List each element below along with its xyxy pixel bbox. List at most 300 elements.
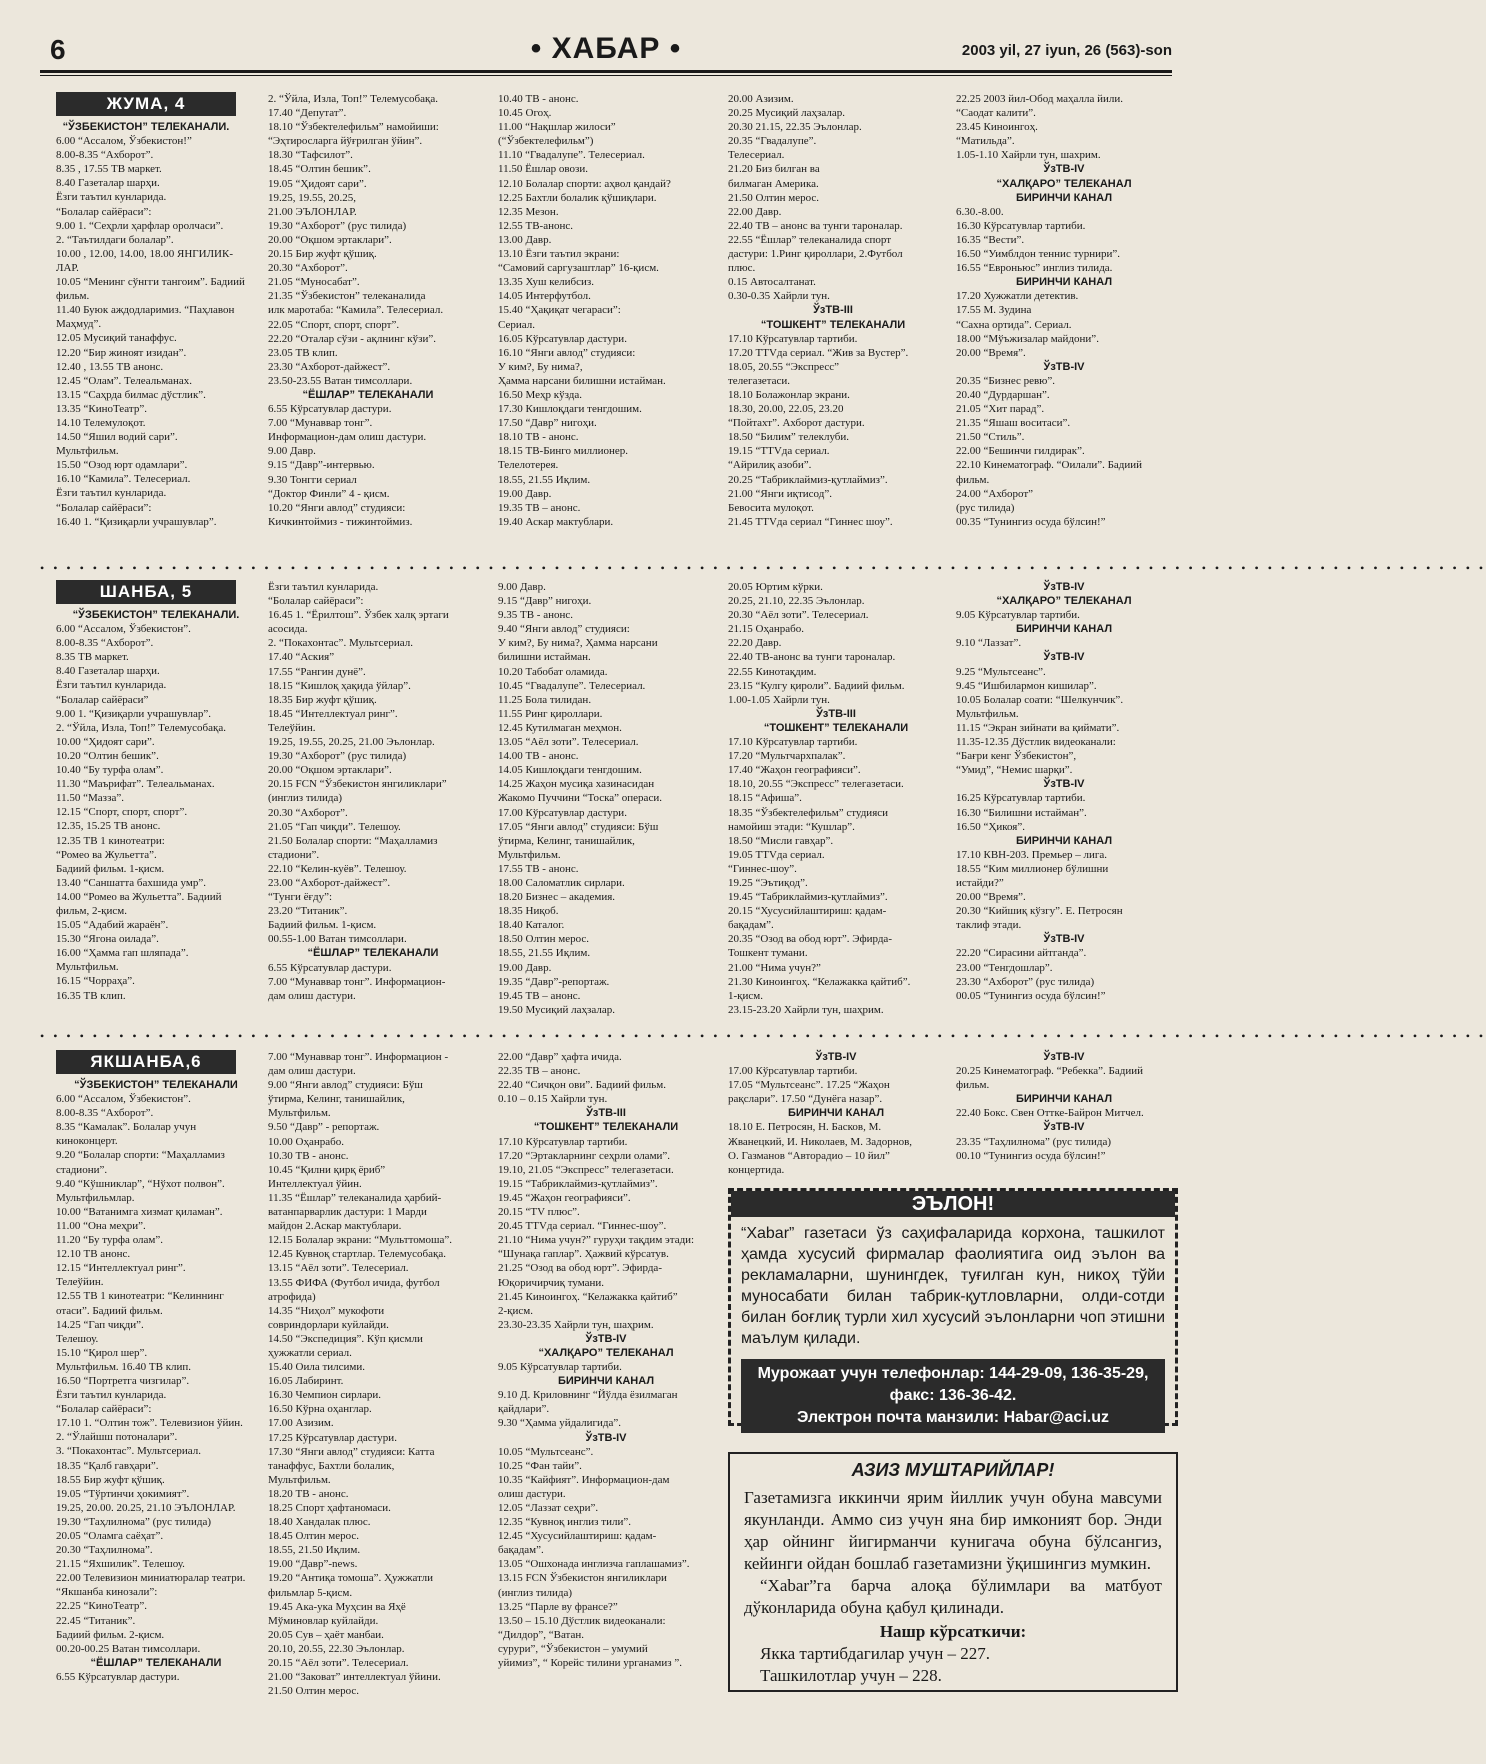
schedule-line: бақадам”.: [498, 1544, 544, 1557]
schedule-line: 20.25 “Табриклаймиз-қутлаймиз”.: [728, 473, 888, 486]
schedule-line: 19.05 ТТVда сериал.: [728, 848, 825, 861]
schedule-line: 14.00 “Ромео ва Жульетта”. Бадиий: [56, 890, 222, 903]
schedule-line: фильм, 2-қисм.: [56, 904, 127, 917]
schedule-line: 16.50 “Ҳикоя”.: [956, 820, 1025, 833]
schedule-line: Мультфильм.: [268, 1473, 331, 1486]
schedule-line: Сериал.: [498, 318, 535, 331]
schedule-line: 18.05, 20.55 “Экспресс”: [728, 360, 840, 373]
schedule-line: 22.10 Кинематограф. “Оилали”. Бадиий: [956, 459, 1143, 472]
schedule-line: телегазетаси.: [728, 374, 791, 387]
channel-heading: “ТОШКЕНТ” ТЕЛЕКАНАЛИ: [760, 318, 906, 331]
schedule-line: 21.10 “Нима учун?” гуруҳи тақдим этади:: [498, 1234, 695, 1247]
schedule-line: майдон 2.Аскар мактублари.: [268, 1220, 402, 1233]
schedule-line: 13.15 “Аёл зоти”. Телесериал.: [268, 1262, 409, 1275]
schedule-line: 00.55-1.00 Ватан тимсоллари.: [268, 933, 407, 946]
schedule-line: 13.05 “Аёл зоти”. Телесериал.: [498, 736, 639, 749]
schedule-line: ватанпарварлик дастури: 1 Марди: [268, 1206, 427, 1219]
announcement-box: [728, 1188, 1178, 1426]
schedule-line: 16.00 “Ҳамма гап шляпада”.: [56, 947, 189, 960]
schedule-line: “Дилдор”, “Ватан.: [498, 1628, 585, 1641]
schedule-line: 17.40 “Депутат”.: [268, 107, 347, 120]
schedule-line: 18.35 “Ўзбектелефильм” студияси: [728, 806, 889, 819]
schedule-line: 10.25 “Фан тайи”.: [498, 1459, 582, 1472]
schedule-line: 6.00 “Ассалом, Ўзбекистон!”: [56, 135, 192, 148]
schedule-line: Ёзги таътил кунларида.: [56, 1389, 167, 1402]
schedule-line: 11.15 “Экран зийнати ва қиймати”.: [956, 721, 1120, 734]
schedule-line: 21.45 ТТVда сериал “Гиннес шоу”.: [728, 515, 893, 528]
day-title-saturday: ШАНБА, 5: [56, 580, 236, 604]
schedule-line: 21.50 Болалар спорти: “Маҳалламиз: [268, 834, 438, 847]
schedule-line: 0.15 Автосалтанат.: [728, 276, 816, 289]
schedule-line: 12.40 , 13.55 ТВ анонс.: [56, 360, 164, 373]
channel-heading: ЎзТВ-III: [816, 707, 856, 720]
schedule-line: билмаган Америка.: [728, 177, 819, 190]
channel-heading: “ТОШКЕНТ” ТЕЛЕКАНАЛИ: [763, 721, 909, 734]
friday-col-3-lines: [498, 92, 698, 529]
schedule-line: 19.45 “Жаҳон географияси”.: [498, 1191, 631, 1204]
schedule-line: 9.30 Тонгги сериал: [268, 473, 357, 486]
schedule-line: 2. “Таътилдаги болалар”.: [56, 233, 174, 246]
schedule-line: 22.40 ТВ-анонс ва тунги тароналар.: [728, 651, 896, 664]
schedule-line: Ёзги таътил кунларида.: [268, 581, 379, 593]
schedule-line: 12.35 “Кувноқ инглиз тили”.: [498, 1516, 631, 1529]
schedule-line: 18.55, 21.50 Иқлим.: [268, 1544, 361, 1557]
schedule-line: 18.45 “Олтин бешик”.: [268, 163, 371, 176]
schedule-line: 11.30 “Маърифат”. Телеальманах.: [56, 778, 215, 791]
schedule-line: 16.35 ТВ клип.: [56, 989, 126, 1002]
schedule-line: 11.55 Ринг қироллари.: [498, 707, 603, 720]
schedule-line: атрофида): [268, 1290, 316, 1303]
schedule-line: 0.30-0.35 Хайрли тун.: [728, 290, 830, 303]
schedule-line: 16.30 “Билишни истайман”.: [956, 806, 1087, 819]
schedule-line: 13.05 “Ошхонада инглизча гаплашамиз”.: [498, 1558, 690, 1571]
schedule-line: 21.50 Олтин мерос.: [728, 191, 820, 204]
saturday-col-2: [268, 580, 478, 1030]
schedule-line: 10.00 , 12.00, 14.00, 18.00 ЯНГИЛИК-: [56, 247, 233, 260]
schedule-line: ўтирма, Келинг, танишайлик,: [498, 834, 635, 847]
schedule-line: 22.55 “Ёшлар” телеканалида спорт: [728, 233, 892, 246]
schedule-line: “Матильда”.: [956, 135, 1015, 148]
schedule-line: 9.00 1. “Сеҳрли ҳарфлар оролчаси”.: [56, 219, 224, 232]
schedule-line: 12.15 “Спорт, спорт, спорт”.: [56, 806, 188, 819]
schedule-line: 18.00 Саломатлик сирлари.: [498, 876, 625, 889]
schedule-line: 20.15 FCN “Ўзбекистон янгиликлари”: [268, 778, 447, 791]
schedule-line: 19.25, 19.55, 20.25,: [268, 191, 356, 204]
schedule-line: “Болалар сайёраси”:: [56, 501, 152, 514]
schedule-line: 14.05 Кишлоқдаги тенгдошим.: [498, 764, 642, 777]
schedule-line: 1.05-1.10 Хайрли тун, шахрим.: [956, 149, 1101, 162]
schedule-line: 18.10 Болажонлар экрани.: [728, 388, 850, 401]
schedule-line: 16.25 Кўрсатувлар тартиби.: [956, 792, 1086, 805]
schedule-line: 23.20 “Титаник”.: [268, 905, 348, 918]
schedule-line: 22.25 “КиноТеатр”.: [56, 1600, 147, 1613]
day-title-sunday: ЯКШАНБА,6: [56, 1050, 236, 1074]
schedule-line: (“Ўзбектелефильм”): [498, 135, 594, 148]
schedule-line: 1-қисм.: [728, 989, 763, 1002]
schedule-line: Телелотерея.: [498, 459, 559, 472]
schedule-line: 18.15 ТВ-Бинго миллионер.: [498, 445, 629, 458]
schedule-line: 17.20 “Мультчархпалак”.: [728, 750, 846, 763]
channel-heading: “ХАЛҚАРО” ТЕЛЕКАНАЛ: [538, 1346, 674, 1359]
channel-heading: “ЁШЛАР” ТЕЛЕКАНАЛИ: [307, 947, 439, 960]
schedule-line: 23.00 “Ахборот-дайжест”.: [268, 876, 391, 889]
schedule-line: “Сахна ортида”. Сериал.: [956, 318, 1072, 331]
schedule-line: 11.00 “Она меҳри”.: [56, 1219, 146, 1232]
schedule-line: Ёзги таътил кунларида.: [56, 487, 167, 500]
schedule-line: 17.30 “Янги авлод” студияси: Катта: [268, 1445, 435, 1458]
schedule-line: 21.15 Оҳанрабо.: [728, 623, 804, 636]
schedule-line: 6.55 Кўрсатувлар дастури.: [268, 403, 392, 416]
schedule-line: 12.10 ТВ анонс.: [56, 1248, 131, 1261]
schedule-line: 17.55 ТВ - анонс.: [498, 862, 579, 875]
schedule-line: 11.40 Буюк аждодларимиз. “Паҳлавон: [56, 304, 235, 317]
schedule-line: 12.05 “Лаззат сеҳри”.: [498, 1502, 599, 1514]
sunday-col-1-lines: [56, 1078, 256, 1684]
saturday-col-1: [56, 580, 256, 1030]
saturday-col-5-lines: [956, 580, 1172, 1003]
channel-heading: ЎзТВ-IV: [1043, 581, 1085, 593]
schedule-line: 22.20 “Оталар сўзи - ақлнинг кўзи”.: [268, 332, 436, 345]
schedule-line: 10.05 Болалар соати: “Шелкунчик”.: [956, 693, 1124, 706]
schedule-line: 10.30 ТВ - анонс.: [268, 1149, 349, 1162]
schedule-line: 20.35 “Бизнес ревю”.: [956, 374, 1056, 387]
schedule-line: (рус тилида): [956, 501, 1015, 514]
channel-heading: “ТОШКЕНТ” ТЕЛЕКАНАЛИ: [533, 1121, 679, 1134]
schedule-line: 11.20 “Бу турфа олам”.: [56, 1234, 164, 1247]
schedule-line: 20.35 “Гвадалупе”.: [728, 135, 817, 148]
schedule-line: 22.35 ТВ – анонс.: [498, 1065, 581, 1078]
schedule-line: 18.50 Олтин мерос.: [498, 933, 590, 946]
channel-heading: ЎзТВ-IV: [585, 1332, 627, 1345]
schedule-line: 18.35 Ниқоб.: [498, 905, 559, 918]
schedule-line: “Эҳтиросларга йўғрилган ўйин”.: [268, 135, 423, 148]
schedule-line: 14.35 “Ниҳол” мукофоти: [268, 1304, 385, 1317]
channel-heading: ЎзТВ-IV: [1043, 360, 1085, 373]
schedule-line: “Самовий саргузаштлар” 16-қисм.: [498, 262, 659, 275]
schedule-line: 15.40 Оила тилсими.: [268, 1361, 366, 1374]
schedule-line: 16.05 Кўрсатувлар дастури.: [498, 332, 627, 345]
schedule-line: 20.25 Мусиқий лаҳзалар.: [728, 107, 845, 120]
subscribers-title: АЗИЗ МУШТАРИЙЛАР!: [851, 1460, 1055, 1480]
schedule-line: 23.30-23.35 Хайрли тун, шаҳрим.: [498, 1318, 654, 1331]
schedule-line: 20.30 “Кийшиқ кўзгу”. Е. Петросян: [956, 905, 1123, 918]
schedule-line: 18.10 “Ўзбектелефильм” намойиши:: [268, 121, 439, 134]
schedule-line: билишни истайман.: [498, 651, 591, 664]
schedule-line: 13.25 “Парле ву франсе?”: [498, 1600, 618, 1613]
schedule-line: Мультфильм.: [56, 961, 119, 974]
schedule-line: 9.00 Давр.: [498, 581, 546, 593]
schedule-line: 18.30, 20.00, 22.05, 23.20: [728, 403, 844, 416]
schedule-line: дам олиш дастури.: [268, 989, 356, 1002]
schedule-line: 23.15-23.20 Хайрли тун, шаҳрим.: [728, 1003, 884, 1016]
schedule-line: 21.35 “Ўзбекистон” телеканалида: [268, 290, 426, 303]
schedule-line: “Бағри кенг Ўзбекистон”,: [956, 750, 1077, 763]
schedule-line: 19.00 Давр.: [498, 487, 552, 500]
schedule-line: 12.10 Болалар спорти: аҳвол қандай?: [498, 177, 671, 190]
schedule-line: “Пойтахт”. Ахборот дастури.: [728, 417, 865, 430]
schedule-line: 19.20 “Антиқа томоша”. Ҳужжатли: [268, 1572, 434, 1585]
schedule-line: ЛАР.: [56, 261, 79, 274]
schedule-line: 22.40 Бокс. Свен Оттке-Байрон Митчел.: [956, 1107, 1144, 1120]
schedule-line: 18.25 Спорт ҳафтаномаси.: [268, 1502, 391, 1514]
friday-col-1: [56, 92, 245, 558]
schedule-line: Тошкент тумани.: [728, 947, 808, 960]
schedule-line: Интеллектуал ўйин.: [268, 1177, 362, 1190]
schedule-line: Юқоричирчиқ тумани.: [498, 1276, 605, 1289]
schedule-line: бақадам”.: [728, 919, 774, 932]
schedule-line: 24.00 “Ахборот”: [956, 487, 1034, 500]
schedule-line: 17.55 М. Зудина: [956, 304, 1032, 317]
schedule-line: 11.25 Бола тилидан.: [498, 693, 592, 706]
schedule-line: Бадиий фильм. 1-қисм.: [268, 919, 377, 932]
schedule-line: 8.35 “Камалак”. Болалар учун: [56, 1121, 197, 1134]
schedule-line: Кичкинтоймиз - тижинтоймиз.: [268, 515, 413, 528]
channel-heading: ЎзТВ-IV: [1043, 163, 1085, 176]
schedule-line: 13.35 Хуш келибсиз.: [498, 276, 594, 289]
schedule-line: 19.00 Давр.: [498, 961, 552, 974]
schedule-line: 22.00 “Бешинчи гилдирак”.: [956, 445, 1085, 458]
schedule-line: фильм.: [56, 290, 90, 303]
schedule-line: 23.05 ТВ клип.: [268, 346, 338, 359]
schedule-line: 14.10 Телемулоқот.: [56, 416, 146, 429]
channel-heading: БИРИНЧИ КАНАЛ: [1015, 276, 1113, 289]
schedule-line: 10.20 “Олтин бешик”.: [56, 749, 159, 762]
schedule-line: 22.40 ТВ – анонс ва тунги тароналар.: [728, 219, 903, 232]
schedule-line: 16.15 “Чорраҳа”.: [56, 975, 135, 988]
schedule-line: 17.50 “Давр” нигоҳи.: [498, 417, 597, 430]
schedule-line: 17.20 “Эртакларнинг сеҳрли олами”.: [498, 1149, 671, 1162]
subscribers-index-organization: Ташкилотлар учун – 228.: [760, 1666, 942, 1685]
channel-heading: ЎзТВ-IV: [585, 1431, 627, 1444]
schedule-line: 9.45 “Ишбилармон кишилар”.: [956, 679, 1097, 692]
schedule-line: 13.10 Ёзги таътил экрани:: [498, 248, 620, 261]
schedule-line: Бадиий фильм. 2-қисм.: [56, 1628, 165, 1641]
schedule-line: 18.35 Бир жуфт қўшиқ.: [268, 693, 377, 706]
schedule-line: 8.35 , 17.55 ТВ маркет.: [56, 163, 162, 176]
schedule-line: 23.30 “Ахборот” (рус тилида): [956, 975, 1095, 988]
channel-heading: ЎзТВ-III: [813, 304, 853, 317]
schedule-line: Телеўйин.: [268, 721, 316, 734]
schedule-line: 17.00 Кўрсатувлар тартиби.: [728, 1065, 858, 1078]
schedule-line: 23.45 Киноингоҳ.: [956, 121, 1038, 134]
channel-heading: БИРИНЧИ КАНАЛ: [787, 1107, 885, 1120]
friday-col-4-lines: [728, 92, 938, 529]
schedule-line: 6.55 Кўрсатувлар дастури.: [56, 1670, 180, 1683]
schedule-line: 14.25 “Гап чиқди”.: [56, 1318, 144, 1331]
channel-heading: БИРИНЧИ КАНАЛ: [1015, 834, 1113, 847]
schedule-line: 20.25, 21.10, 22.35 Эълонлар.: [728, 595, 865, 608]
schedule-line: Жванецкий, И. Николаев, М. Задорнов,: [728, 1135, 913, 1148]
section-saturday: [56, 580, 1172, 1030]
channel-heading: “ЎЗБЕКИСТОН” ТЕЛЕКАНАЛИ.: [62, 121, 230, 133]
schedule-line: 16.35 “Вести”.: [956, 233, 1025, 246]
schedule-line: 21.25 “Озод ва обод юрт”. Эфирда-: [498, 1262, 662, 1275]
schedule-line: 17.05 “Мультсеанс”. 17.25 “Жаҳон: [728, 1079, 890, 1092]
channel-heading: ЎзТВ-III: [586, 1107, 626, 1120]
schedule-line: 9.00 “Янги авлод” студияси: Бўш: [268, 1079, 423, 1092]
schedule-line: 18.55, 21.55 Иқлим.: [498, 473, 591, 486]
schedule-line: “Болалар сайёраси”:: [56, 205, 152, 218]
schedule-line: 21.05 “Гап чиқди”. Телешоу.: [268, 820, 401, 833]
friday-col-5-lines: [956, 92, 1172, 529]
schedule-line: 11.35-12.35 Дўстлик видеоканали:: [956, 736, 1116, 749]
schedule-line: 10.40 “Бу турфа олам”.: [56, 764, 164, 777]
schedule-line: (инглиз тилида): [498, 1586, 573, 1599]
schedule-line: 20.35 “Озод ва обод юрт”. Эфирда-: [728, 933, 892, 946]
schedule-line: 17.30 Кишлоқдаги тенгдошим.: [498, 403, 642, 416]
schedule-line: Мультфильм.: [498, 848, 561, 861]
schedule-line: ҳужжатли сериал.: [268, 1346, 352, 1359]
schedule-line: 9.50 “Давр” - репортаж.: [268, 1121, 380, 1134]
channel-heading: ЎзТВ-IV: [1043, 778, 1085, 791]
schedule-line: 21.20 Биз билган ва: [728, 163, 820, 176]
schedule-line: 18.55, 21.55 Иқлим.: [498, 947, 591, 960]
schedule-line: 19.45 ТВ – анонс.: [498, 989, 581, 1002]
schedule-line: 20.25 Кинематограф. “Ребекка”. Бадиий: [956, 1065, 1143, 1078]
schedule-line: 14.50 “Экспедиция”. Кўп қисмли: [268, 1332, 423, 1345]
schedule-line: сурури”, “Ўзбекистон – умумий: [498, 1642, 648, 1655]
schedule-line: 6.00 “Ассалом, Ўзбекистон”.: [56, 1093, 191, 1106]
schedule-line: 15.10 “Қирол шер”.: [56, 1346, 148, 1359]
schedule-line: “Болалар сайёраси”:: [56, 1403, 152, 1416]
schedule-line: 12.35, 15.25 ТВ анонс.: [56, 820, 161, 833]
schedule-line: 9.40 “Янги авлод” студияси:: [498, 623, 630, 636]
schedule-line: рақслари”. 17.50 “Дунёга назар”.: [728, 1093, 883, 1106]
channel-heading: ЎзТВ-IV: [1043, 651, 1085, 664]
schedule-line: 8.00-8.35 “Ахборот”.: [56, 1107, 154, 1120]
schedule-line: 9.00 Давр.: [268, 445, 316, 458]
schedule-line: 18.10 ТВ - анонс.: [498, 431, 579, 444]
schedule-line: 20.30 “Ахборот”.: [268, 262, 348, 275]
sunday-col-4: [728, 1050, 944, 1180]
schedule-line: 9.30 “Ҳамма уйдалигида”.: [498, 1417, 622, 1430]
schedule-line: 11.50 “Мазза”.: [56, 792, 124, 805]
schedule-line: 16.50 Кўрна оҳанглар.: [268, 1403, 372, 1416]
schedule-line: 22.20 Давр.: [728, 637, 782, 650]
schedule-line: 19.05 “Тўртинчи ҳокимият”.: [56, 1487, 190, 1500]
schedule-line: концертида.: [728, 1163, 785, 1176]
schedule-line: намойиш этади: “Кушлар”.: [728, 820, 855, 833]
schedule-line: 8.40 Газеталар шарҳи.: [56, 177, 160, 190]
subscribers-index-title: Нашр кўрсаткичи:: [879, 1622, 1027, 1641]
subscribers-body-1: Газетамизга иккинчи ярим йиллик учун обуна мавсуми якунланди. Аммо сиз учун яна бир имконият бор. Энди ҳар ойнинг йигирманчи кунигача обуна бўлсангиз, кейинги ойдан бошлаб газетамизни ўқишингиз мумкин.: [744, 1488, 1162, 1573]
saturday-col-2-lines: [268, 580, 478, 1003]
issue-info: 2003 yil, 27 iyun, 26 (563)-son: [961, 42, 1172, 59]
schedule-line: “Айрилиқ азоби”.: [728, 459, 812, 472]
channel-heading: “ХАЛҚАРО” ТЕЛЕКАНАЛ: [996, 177, 1132, 190]
schedule-line: 20.40 “Дурдаршан”.: [956, 388, 1050, 401]
schedule-line: 19.45 Ака-ука Муҳсин ва Яҳё: [268, 1600, 406, 1613]
schedule-line: 21.00 “Янги иқтисод”.: [728, 487, 832, 500]
schedule-line: 21.05 “Хит парад”.: [956, 403, 1045, 416]
schedule-line: 18.35 “Қалб гавҳари”.: [56, 1459, 159, 1472]
schedule-line: 18.40 Хандалак плюс.: [268, 1516, 371, 1529]
channel-heading: БИРИНЧИ КАНАЛ: [1015, 191, 1113, 204]
schedule-line: 12.05 Мусиқий танаффус.: [56, 332, 177, 345]
schedule-line: 17.10 Кўрсатувлар тартиби.: [728, 736, 858, 749]
schedule-line: 16.50 “Портретга чизгилар”.: [56, 1374, 190, 1387]
schedule-line: 9.25 “Мультсеанс”.: [956, 665, 1046, 678]
schedule-line: Жакомо Пуччини “Тоска” операси.: [498, 792, 662, 805]
schedule-line: 17.40 “Жаҳон географияси”.: [728, 764, 861, 777]
schedule-line: 22.05 “Спорт, спорт, спорт”.: [268, 318, 400, 331]
subscribers-box: [728, 1452, 1178, 1692]
schedule-line: 16.50 Меҳр кўзда.: [498, 388, 582, 401]
schedule-line: танаффус, Бахтли болалик,: [268, 1459, 395, 1472]
schedule-line: 16.30 Чемпион сирлари.: [268, 1389, 382, 1402]
sunday-col-2-lines: [268, 1050, 478, 1698]
schedule-line: “Шунақа гаплар”. Ҳажвий кўрсатув.: [498, 1248, 669, 1261]
schedule-line: Мультфильм. 16.40 ТВ клип.: [56, 1360, 192, 1373]
section-friday: [56, 92, 1172, 558]
schedule-line: 21.35 “Яшаш воситаси”.: [956, 417, 1071, 430]
schedule-line: 14.00 ТВ - анонс.: [498, 750, 579, 763]
schedule-line: 16.10 “Камила”. Телесериал.: [56, 473, 191, 486]
schedule-line: 13.55 ФИФА (Футбол ичида, футбол: [268, 1276, 440, 1289]
saturday-col-1-lines: [56, 608, 256, 1003]
schedule-line: 2-қисм.: [498, 1304, 533, 1317]
schedule-line: 6.55 Кўрсатувлар дастури.: [268, 961, 392, 974]
schedule-line: 20.15 “Хусусийлаштириш: қадам-: [728, 905, 887, 918]
schedule-line: “Доктор Финли” 4 - қисм.: [268, 487, 390, 500]
schedule-line: 23.35 “Таҳлилнома” (рус тилида): [956, 1135, 1112, 1148]
schedule-line: 13.00 Давр.: [498, 233, 552, 246]
schedule-line: 20.05 Сув – ҳаёт манбаи.: [268, 1628, 384, 1641]
schedule-line: олиш дастури.: [498, 1487, 566, 1500]
schedule-line: 10.00 “Ҳидоят сари”.: [56, 735, 155, 748]
schedule-line: 22.00 Давр.: [728, 205, 782, 218]
schedule-line: 7.00 “Мунаввар тонг”. Информацион -: [268, 1051, 449, 1063]
schedule-line: 21.30 Киноингоҳ. “Келажакка қайтиб”.: [728, 975, 911, 988]
schedule-line: 21.00 “Нима учун?”: [728, 961, 821, 974]
schedule-line: 20.45 ТТVда сериал. “Гиннес-шоу”.: [498, 1220, 667, 1233]
schedule-line: дастури: 1.Ринг қироллари, 2.Футбол: [728, 248, 903, 261]
page-number: 6: [50, 34, 66, 65]
friday-col-4: [728, 92, 938, 558]
announcement-phones: Мурожаат учун телефонлар: 144-29-09, 136-35-29, факс: 136-36-42.: [757, 1365, 1149, 1404]
schedule-line: 17.40 “Аския”: [268, 651, 335, 664]
schedule-line: 16.40 1. “Қизиқарли учрашувлар”.: [56, 515, 217, 528]
schedule-line: киноконцерт.: [56, 1135, 118, 1148]
sunday-col-3-lines: [498, 1050, 714, 1670]
schedule-line: 16.45 1. “Ёрилтош”. Ўзбек халқ эртаги: [268, 609, 449, 622]
schedule-line: 16.10 “Янги авлод” студияси:: [498, 346, 636, 359]
schedule-line: 7.00 “Мунаввар тонг”. Информацион-: [268, 975, 446, 988]
schedule-line: 18.00 “Мўъжизалар майдони”.: [956, 332, 1099, 345]
schedule-line: 12.20 “Бир жиноят изидан”.: [56, 346, 187, 359]
schedule-line: 17.05 “Янги авлод” студияси: Бўш: [498, 820, 659, 833]
schedule-line: 21.45 Киноингоҳ. “Келажакка қайтиб”: [498, 1290, 678, 1303]
schedule-line: У ким?, Бу нима?, Ҳамма нарсани: [498, 637, 658, 650]
schedule-line: 12.35 Мезон.: [498, 205, 559, 218]
schedule-line: 17.20 Хужжатли детектив.: [956, 290, 1079, 303]
sunday-col-3: [498, 1050, 714, 1710]
schedule-line: стадиони”.: [56, 1163, 108, 1176]
schedule-line: Мультфильм.: [956, 707, 1019, 720]
sunday-col-1: [56, 1050, 256, 1710]
schedule-line: 22.20 “Сирасини айтганда”.: [956, 947, 1087, 960]
schedule-line: 22.45 “Титаник”.: [56, 1614, 136, 1627]
schedule-line: таклиф этади.: [956, 919, 1022, 932]
schedule-line: 9.35 ТВ - анонс.: [498, 609, 574, 622]
schedule-line: 19.35 ТВ – анонс.: [498, 501, 581, 514]
schedule-line: У ким?, Бу нима?,: [498, 360, 583, 373]
schedule-line: Мультфильмлар.: [56, 1191, 135, 1204]
subscribers-index-individual: Якка тартибдагилар учун – 227.: [760, 1644, 991, 1663]
schedule-line: 18.40 Каталог.: [498, 919, 565, 932]
schedule-line: 20.00 Азизим.: [728, 93, 794, 105]
schedule-line: 6.00 “Ассалом, Ўзбекистон”.: [56, 623, 191, 636]
